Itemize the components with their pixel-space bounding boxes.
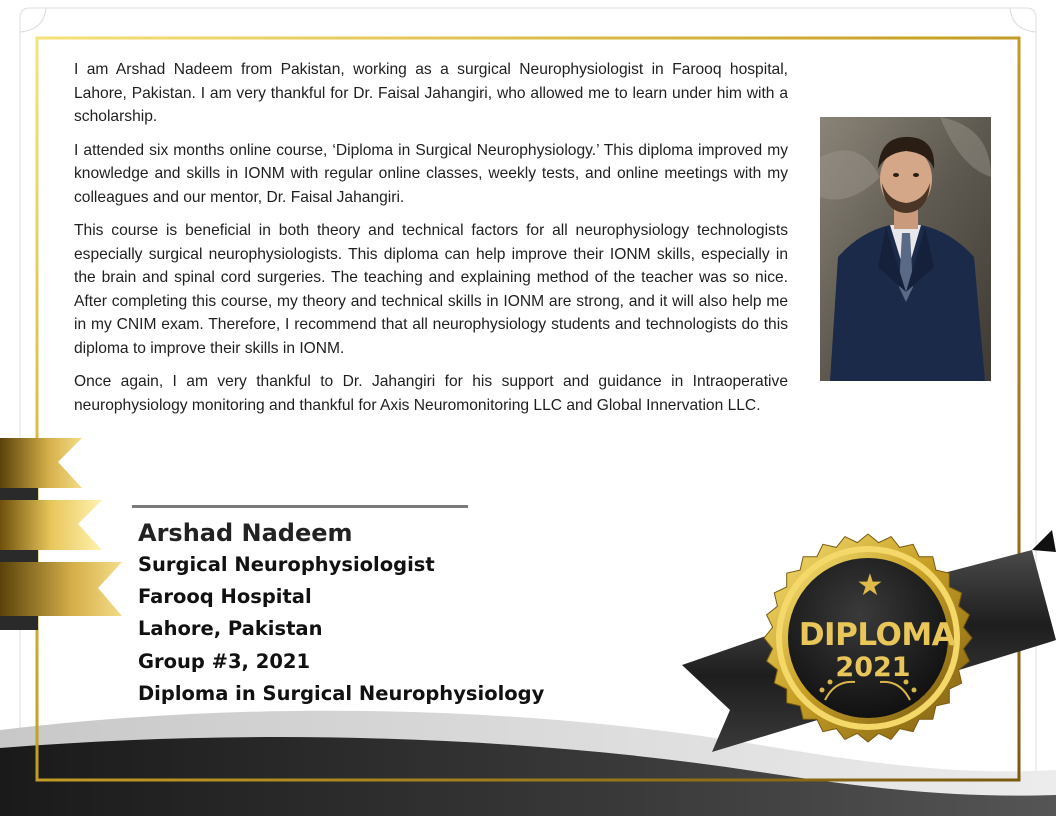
- badge-year: 2021: [835, 652, 911, 683]
- badge-label: DIPLOMA: [798, 617, 956, 653]
- signer-title: Surgical Neurophysiologist: [138, 553, 435, 576]
- signer-location: Lahore, Pakistan: [138, 617, 323, 641]
- signature-line: [132, 505, 468, 508]
- signer-group: Group #3, 2021: [138, 649, 311, 673]
- testimonial-paragraph: This course is beneficial in both theory and technical factors for all neurophysiology technologists especially surgical neurophysiologists. This diploma can help improve their IONM skills, especially in the brain and spinal cord surgeries. The teaching and explaining method of the teacher was so nice. After completing this course, my theory and technical skills in IONM are strong, and it will also help me in my CNIM exam. Therefore, I recommend that all neurophysiology students and technologists do this diploma to improve their skills in IONM.: [74, 222, 788, 357]
- signature-block: [138, 517, 544, 710]
- signer-name: Arshad Nadeem: [138, 519, 353, 547]
- signer-hospital: Farooq Hospital: [138, 585, 312, 609]
- testimonial-paragraph: Once again, I am very thankful to Dr. Jahangiri for his support and guidance in Intraoperative neurophysiology monitoring and thankful for Axis Neuromonitoring LLC and Global Innervation LLC.: [74, 373, 788, 414]
- testimonial-paragraph: I am Arshad Nadeem from Pakistan, working as a surgical Neurophysiologist in Farooq hospital, Lahore, Pakistan. I am very thankful for Dr. Faisal Jahangiri, who allowed me to learn under him with a scholarship.: [74, 61, 788, 125]
- person-portrait-icon: [820, 117, 991, 381]
- signer-program: Diploma in Surgical Neurophysiology: [138, 681, 545, 705]
- testimonial-text: [74, 58, 788, 427]
- badge-star: ★: [856, 568, 884, 603]
- gold-ribbon-icon: [0, 438, 122, 630]
- testimonial-paragraph: I attended six months online course, ‘Diploma in Surgical Neurophysiology.’ This diploma improved my knowledge and skills in IONM with regular online classes, weekly tests, and online meetings with my colleagues and our mentor, Dr. Faisal Jahangiri.: [74, 141, 788, 206]
- portrait-photo: [820, 117, 991, 381]
